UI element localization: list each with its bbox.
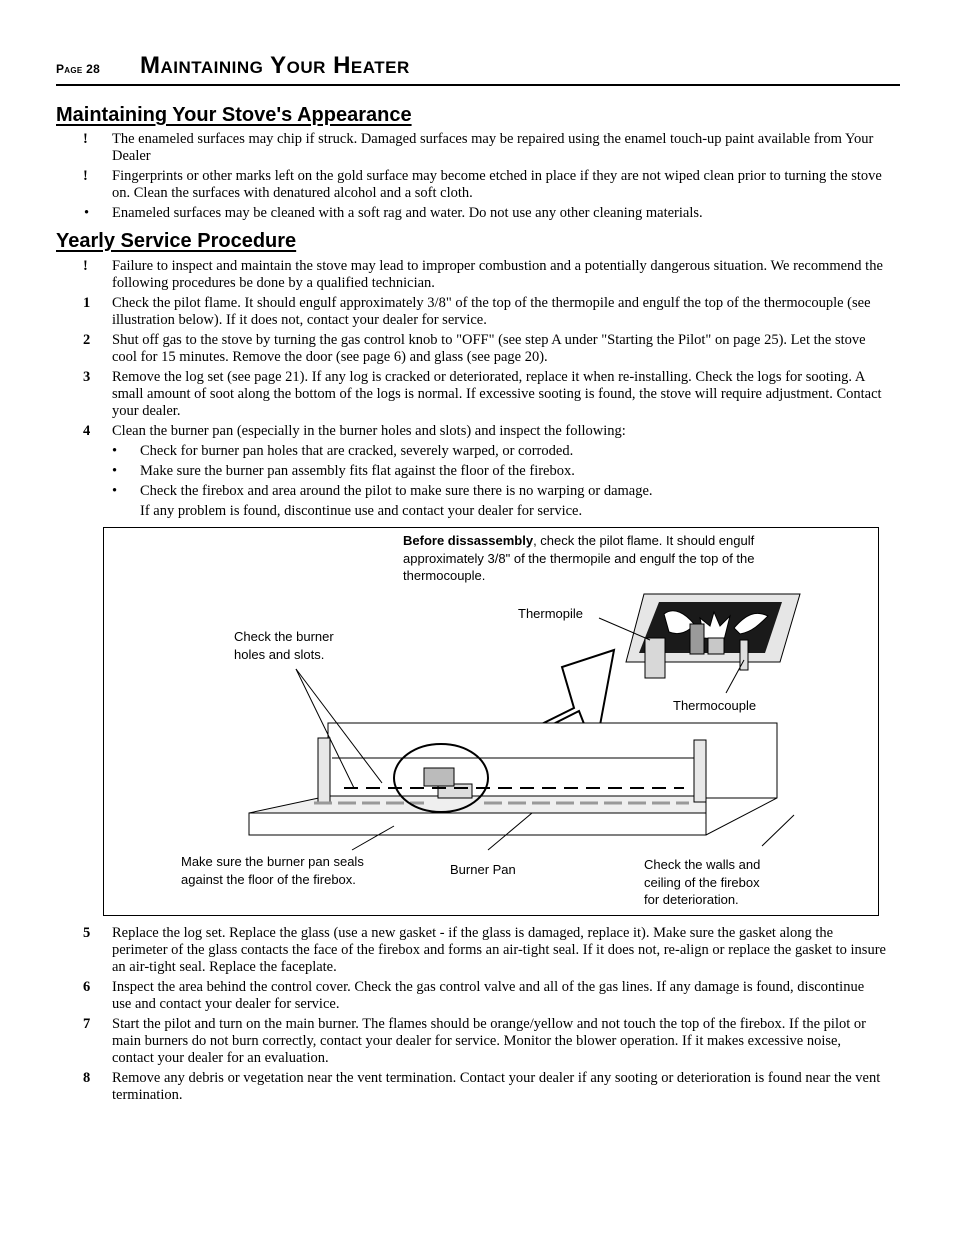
item-marker: • bbox=[112, 483, 118, 499]
label-line: Check the burner bbox=[234, 629, 334, 644]
service-note: If any problem is found, discontinue use and contact your dealer for service. bbox=[140, 503, 583, 519]
item-text: Start the pilot and turn on the main burner. The flames should be orange/yellow and not touch the top of the firebox. If the pilot or main burners do not burn correctly, contact your dealer for service. Monitor the blower operation. If it makes excessive noise, contact your dealer for an evaluation. bbox=[112, 1016, 866, 1066]
list-item bbox=[56, 925, 886, 976]
list-item bbox=[56, 979, 886, 1013]
page-title: Maintaining Your Heater bbox=[140, 52, 410, 79]
list-item bbox=[56, 332, 886, 366]
list-item bbox=[56, 168, 886, 202]
item-marker: ! bbox=[83, 131, 88, 147]
label-thermopile: Thermopile bbox=[518, 606, 584, 621]
item-marker: 2 bbox=[83, 332, 91, 348]
list-item bbox=[56, 1070, 886, 1104]
list-item bbox=[56, 131, 886, 165]
item-text: Clean the burner pan (especially in the burner holes and slots) and inspect the following: bbox=[112, 423, 626, 439]
label-line: Check the walls and bbox=[644, 857, 761, 872]
item-text: Make sure the burner pan assembly fits flat against the floor of the firebox. bbox=[140, 463, 575, 479]
sub-list-item bbox=[56, 463, 886, 480]
label-line: holes and slots. bbox=[234, 646, 325, 662]
service-list-continued bbox=[56, 925, 886, 1107]
label-line: against the floor of the firebox. bbox=[181, 871, 356, 887]
label-line: ceiling of the firebox bbox=[644, 874, 760, 890]
item-text: The enameled surfaces may chip if struck. Damaged surfaces may be repaired using the enamel touch-up paint available from Your Dealer bbox=[112, 131, 874, 164]
appearance-heading: Maintaining Your Stove's Appearance bbox=[56, 104, 412, 126]
caption-bold: Before dissassembly bbox=[403, 533, 534, 548]
item-text: Enameled surfaces may be cleaned with a soft rag and water. Do not use any other cleaning materials. bbox=[112, 205, 703, 221]
label-line: for deterioration. bbox=[644, 892, 739, 907]
item-marker: 3 bbox=[83, 369, 91, 385]
service-list bbox=[56, 258, 886, 520]
item-text: Remove the log set (see page 21). If any log is cracked or deteriorated, replace it when re-installing. Check the logs for sooting. A small amount of soot along the bottom of the logs is normal. If excessive sooting is found, the stove will require adjustment. Contact your dealer. bbox=[112, 369, 882, 419]
list-item bbox=[56, 295, 886, 329]
item-text: Check for burner pan holes that are cracked, severely warped, or corroded. bbox=[140, 443, 574, 459]
sub-list-item bbox=[56, 483, 886, 500]
item-text: Check the pilot flame. It should engulf approximately 3/8" of the top of the thermopile and engulf the top of the thermocouple (see illustration below). If it does not, contact your dealer for service. bbox=[112, 295, 871, 328]
list-item bbox=[56, 1016, 886, 1067]
item-text: Inspect the area behind the control cover. Check the gas control valve and all of the gas lines. If any damage is found, discontinue use and contact your dealer for service. bbox=[112, 979, 865, 1012]
list-item bbox=[56, 258, 886, 292]
list-item bbox=[56, 205, 886, 222]
item-text: Check the firebox and area around the pilot to make sure there is no warping or damage. bbox=[140, 483, 653, 499]
label-line: Make sure the burner pan seals bbox=[181, 854, 364, 869]
item-marker: ! bbox=[83, 168, 88, 184]
item-marker: 1 bbox=[83, 295, 91, 311]
item-marker: 5 bbox=[83, 925, 91, 941]
item-text: Remove any debris or vegetation near the vent termination. Contact your dealer if any sooting or deterioration is found near the vent termination. bbox=[112, 1070, 881, 1103]
stove-base bbox=[249, 723, 777, 835]
label-thermocouple: Thermocouple bbox=[673, 698, 757, 713]
service-heading: Yearly Service Procedure bbox=[56, 230, 297, 252]
item-marker: 6 bbox=[83, 979, 91, 995]
item-marker: 7 bbox=[83, 1016, 91, 1032]
appearance-list bbox=[56, 131, 886, 225]
pilot-inset bbox=[626, 594, 800, 678]
sub-list-item bbox=[56, 443, 886, 460]
item-marker: • bbox=[112, 463, 118, 479]
item-marker: • bbox=[84, 205, 90, 221]
list-item bbox=[56, 423, 886, 440]
item-marker: 8 bbox=[83, 1070, 91, 1086]
item-text: Fingerprints or other marks left on the gold surface may become etched in place if they are not wiped clean prior to turning the stove on. Clean the surfaces with denatured alcohol and a soft cloth. bbox=[112, 168, 882, 201]
item-text: Failure to inspect and maintain the stove may lead to improper combustion and a potentially dangerous situation. We recommend the following procedures be done by a qualified technician. bbox=[112, 258, 883, 291]
item-marker: • bbox=[112, 443, 118, 459]
item-text: Shut off gas to the stove by turning the gas control knob to "OFF" (see step A under "Starting the Pilot" on page 25). Let the stove cool for 15 minutes. Remove the door (see page 6) and glass (see page 20). bbox=[112, 332, 866, 365]
label-burner-pan: Burner Pan bbox=[450, 862, 516, 877]
item-marker: 4 bbox=[83, 423, 91, 439]
item-marker: ! bbox=[83, 258, 88, 274]
burner-drawing bbox=[104, 528, 878, 915]
page-header bbox=[56, 52, 900, 86]
caption-text: , check the pilot flame. It should engulf approximately 3/8" of the thermopile and engulf the top of the thermocouple. bbox=[403, 533, 755, 583]
burner-illustration bbox=[103, 527, 879, 916]
item-text: Replace the log set. Replace the glass (use a new gasket - if the glass is damaged, replace it). Make sure the gasket along the perimeter of the glass contacts the face of the firebox and forms an air-tight seal. If it does not, re-align or replace the gasket to insure an air-tight seal. Replace the faceplate. bbox=[112, 925, 886, 975]
list-item bbox=[56, 369, 886, 420]
page-number: Page 28 bbox=[56, 62, 101, 76]
